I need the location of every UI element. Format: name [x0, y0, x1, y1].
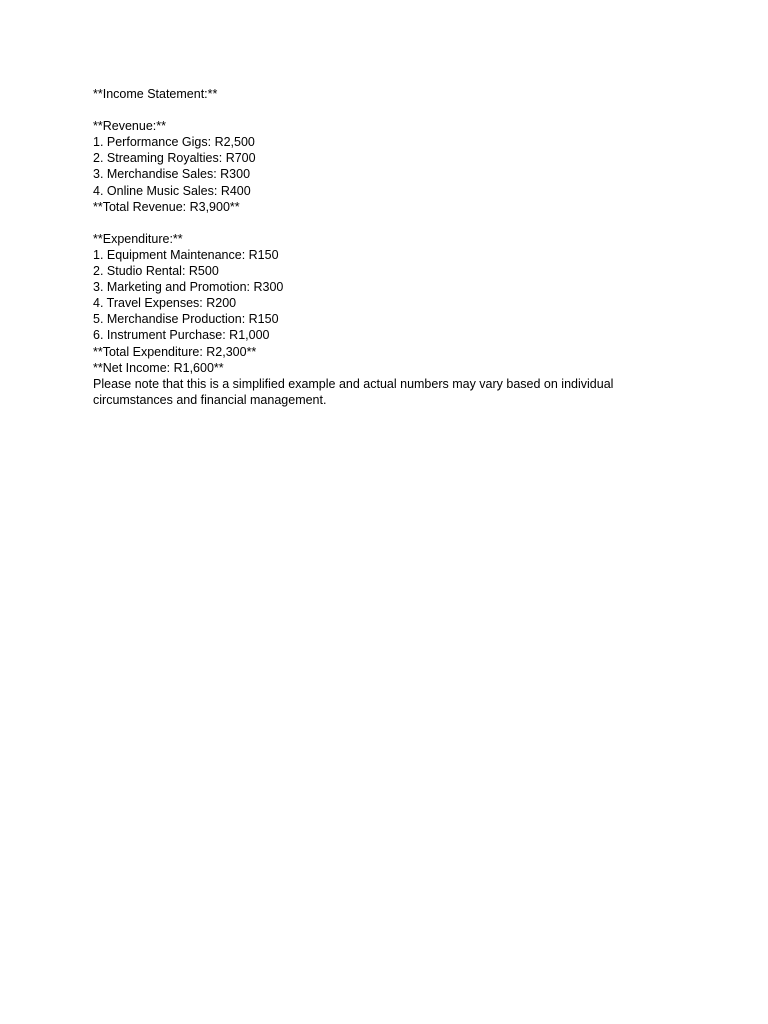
expenditure-total: **Total Expenditure: R2,300** — [93, 344, 257, 359]
expenditure-item: 2. Studio Rental: R500 — [93, 264, 219, 279]
revenue-item: 2. Streaming Royalties: R700 — [93, 151, 256, 166]
revenue-item: 3. Merchandise Sales: R300 — [93, 167, 251, 182]
expenditure-item: 4. Travel Expenses: R200 — [93, 296, 237, 311]
expenditure-heading: **Expenditure:** — [93, 231, 183, 246]
net-income: **Net Income: R1,600** — [93, 360, 224, 375]
revenue-total: **Total Revenue: R3,900** — [93, 199, 240, 214]
revenue-item: 1. Performance Gigs: R2,500 — [93, 135, 255, 150]
revenue-item: 4. Online Music Sales: R400 — [93, 183, 251, 198]
spacer — [93, 215, 653, 231]
expenditure-item: 3. Marketing and Promotion: R300 — [93, 280, 284, 295]
document-page — [93, 86, 653, 408]
revenue-heading: **Revenue:** — [93, 119, 166, 134]
spacer — [93, 102, 653, 118]
disclaimer-note: Please note that this is a simplified example and actual numbers may vary based on individual circumstances and financial management. — [93, 376, 614, 407]
statement-title: **Income Statement:** — [93, 87, 218, 101]
expenditure-item: 6. Instrument Purchase: R1,000 — [93, 328, 270, 343]
expenditure-item: 5. Merchandise Production: R150 — [93, 312, 279, 327]
expenditure-item: 1. Equipment Maintenance: R150 — [93, 247, 279, 262]
